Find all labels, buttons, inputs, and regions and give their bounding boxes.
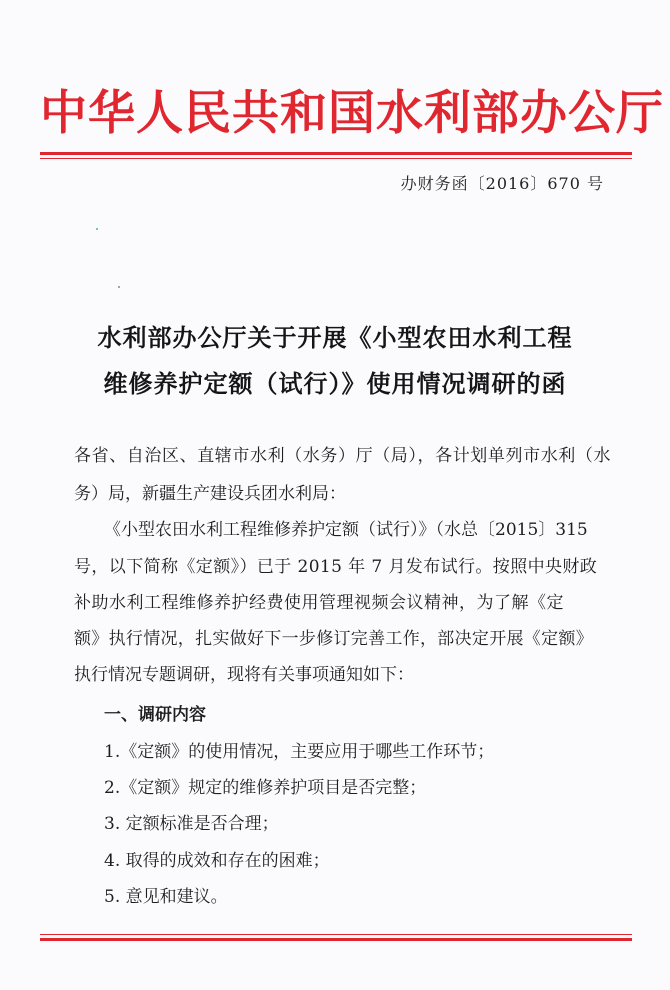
paragraph-1-line-4: 额》执行情况，扎实做好下一步修订完善工作，部决定开展《定额》 (74, 629, 593, 649)
footer-rule-thick (40, 938, 632, 941)
footer-rule-thin (40, 934, 632, 935)
paragraph-1-line-2: 号，以下简称《定额》）已于 2015 年 7 月发布试行。按照中央财政 (74, 557, 598, 577)
section-heading: 一、调研内容 (104, 705, 206, 725)
masthead-title: 中华人民共和国水利部办公厅 (40, 86, 664, 141)
masthead-rule-thick (40, 152, 632, 155)
document-title-line-2: 维修养护定额（试行）》使用情况调研的函 (103, 370, 567, 398)
list-item: 2.《定额》规定的维修养护项目是否完整； (104, 778, 427, 798)
paragraph-1-line-1: 《小型农田水利工程维修养护定额（试行）》（水总〔2015〕315 (104, 520, 588, 540)
document-number: 办财务函〔2016〕670 号 (400, 174, 604, 193)
list-item: 5. 意见和建议。 (104, 887, 228, 907)
list-item: 1.《定额》的使用情况，主要应用于哪些工作环节； (104, 742, 495, 762)
paragraph-1-line-5: 执行情况专题调研，现将有关事项通知如下： (74, 665, 414, 685)
scan-speck (118, 286, 120, 288)
salutation-line-1: 各省、自治区、直辖市水利（水务）厅（局），各计划单列市水利（水 (74, 446, 612, 466)
scan-speck (96, 228, 98, 230)
list-item: 4. 取得的成效和存在的困难； (104, 851, 330, 871)
masthead-rule-thin (40, 158, 632, 159)
paragraph-1-line-3: 补助水利工程维修养护经费使用管理视频会议精神，为了解《定 (74, 593, 564, 613)
list-item: 3. 定额标准是否合理； (104, 814, 279, 834)
salutation-line-2: 务）局，新疆生产建设兵团水利局： (74, 484, 346, 504)
document-title-line-1: 水利部办公厅关于开展《小型农田水利工程 (97, 324, 573, 352)
